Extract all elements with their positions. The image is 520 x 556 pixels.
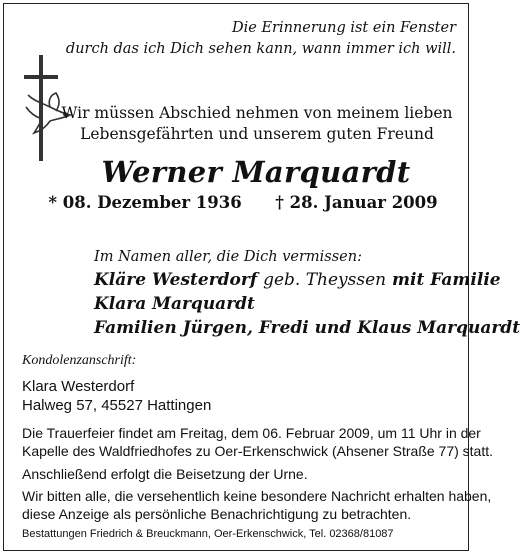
quote-line-2: durch das ich Dich sehen kann, wann immer ich will.	[65, 41, 456, 57]
born-symbol: *	[48, 193, 57, 212]
service-line-1: Die Trauerfeier findet am Freitag, dem 06. Februar 2009, um 11 Uhr in der	[22, 425, 481, 441]
intro-line-2: Lebensgefährten und unserem guten Freund	[80, 125, 434, 143]
mourner-suffix: mit Familie	[392, 270, 501, 290]
life-dates	[0, 193, 474, 212]
born-date: 08. Dezember 1936	[62, 193, 242, 212]
service-line-4: Wir bitten alle, die versehentlich keine besondere Nachricht erhalten haben,	[22, 488, 492, 504]
mourners-intro: Im Namen aller, die Dich vermissen:	[94, 249, 362, 265]
mourner-line-1	[94, 270, 501, 290]
mourner-maiden-name: geb. Theyssen	[263, 270, 387, 290]
service-line-2: Kapelle des Waldfriedhofes zu Oer-Erkenschwick (Ahsener Straße 77) statt.	[22, 443, 494, 459]
condolence-label: Kondolenzanschrift:	[22, 353, 137, 368]
footer-funeral-home: Bestattungen Friedrich & Breuckmann, Oer-Erkenschwick, Tel. 02368/81087	[22, 528, 394, 540]
died-date: 28. Januar 2009	[289, 193, 438, 212]
condolence-name: Klara Westerdorf	[22, 378, 135, 395]
service-line-3: Anschließend erfolgt die Beisetzung der Urne.	[22, 466, 308, 482]
quote-line-1: Die Erinnerung ist ein Fenster	[231, 20, 456, 36]
mourner-line-2: Klara Marquardt	[94, 294, 255, 314]
condolence-street: Halweg 57, 45527 Hattingen	[22, 397, 212, 414]
intro-line-1: Wir müssen Abschied nehmen von meinem lieben	[61, 104, 453, 122]
mourner-name-1: Kläre Westerdorf	[94, 270, 258, 290]
died-symbol: †	[275, 193, 284, 212]
service-line-5: diese Anzeige als persönliche Benachrichtigung zu betrachten.	[22, 506, 412, 522]
deceased-name: Werner Marquardt	[101, 155, 411, 189]
mourner-line-3: Familien Jürgen, Fredi und Klaus Marquardt	[94, 318, 520, 338]
